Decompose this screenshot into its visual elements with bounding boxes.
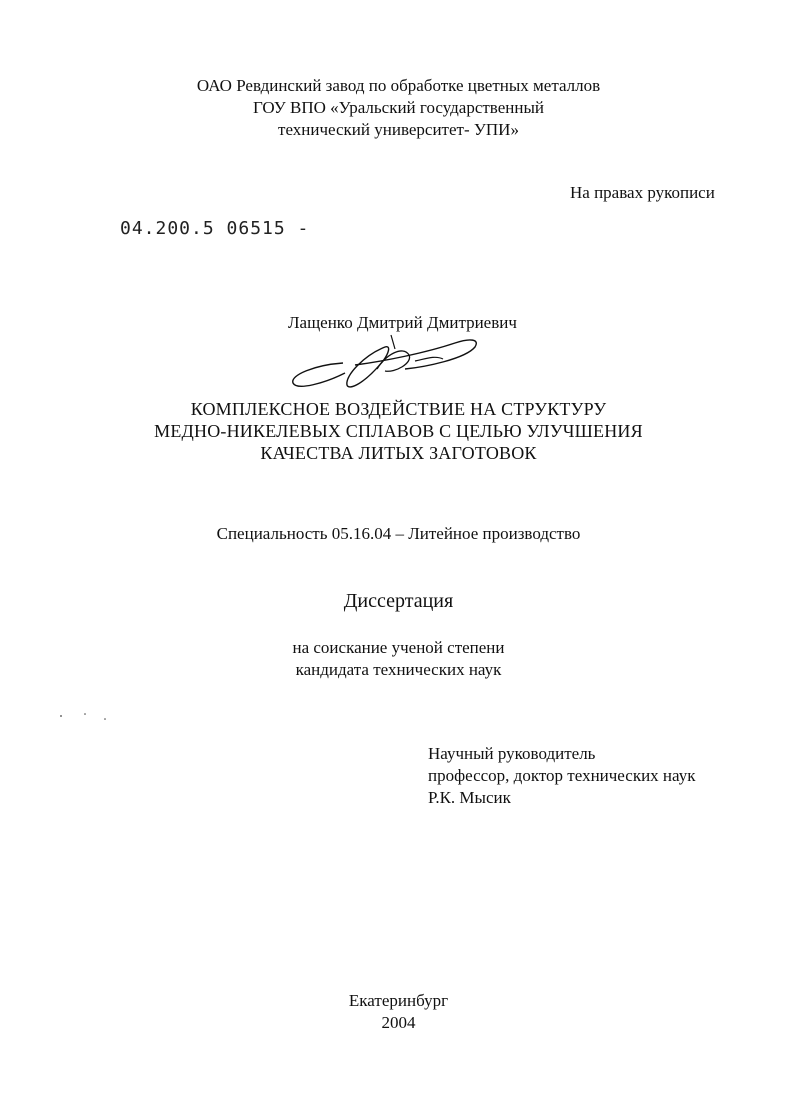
title-line-2: МЕДНО-НИКЕЛЕВЫХ СПЛАВОВ С ЦЕЛЬЮ УЛУЧШЕНИЯ xyxy=(154,421,643,441)
title-line-1: КОМПЛЕКСНОЕ ВОЗДЕЙСТВИЕ НА СТРУКТУРУ xyxy=(190,399,607,419)
institution-line-1: ОАО Ревдинский завод по обработке цветных металлов xyxy=(196,76,601,95)
year: 2004 xyxy=(381,1013,416,1032)
supervisor-line-3: Р.К. Мысик xyxy=(428,788,511,807)
supervisor-line-2: профессор, доктор технических наук xyxy=(428,766,696,785)
author-name: Лащенко Дмитрий Дмитриевич xyxy=(288,313,517,332)
scan-specks xyxy=(55,708,115,728)
degree-line-2: кандидата технических наук xyxy=(295,660,502,679)
handwritten-signature xyxy=(285,325,495,395)
specialty: Специальность 05.16.04 – Литейное производство xyxy=(216,524,581,543)
archive-stamp-number: 04.200.5 06515 - xyxy=(120,218,310,239)
rights-note: На правах рукописи xyxy=(570,183,715,202)
title-line-3: КАЧЕСТВА ЛИТЫХ ЗАГОТОВОК xyxy=(260,443,537,463)
degree-line-1: на соискание ученой степени xyxy=(292,638,505,657)
supervisor-line-1: Научный руководитель xyxy=(428,744,596,763)
institution-line-2: ГОУ ВПО «Уральский государственный xyxy=(253,98,544,117)
city: Екатеринбург xyxy=(348,991,449,1010)
institution-line-3: технический университет- УПИ» xyxy=(278,120,519,139)
document-type: Диссертация xyxy=(343,590,454,612)
